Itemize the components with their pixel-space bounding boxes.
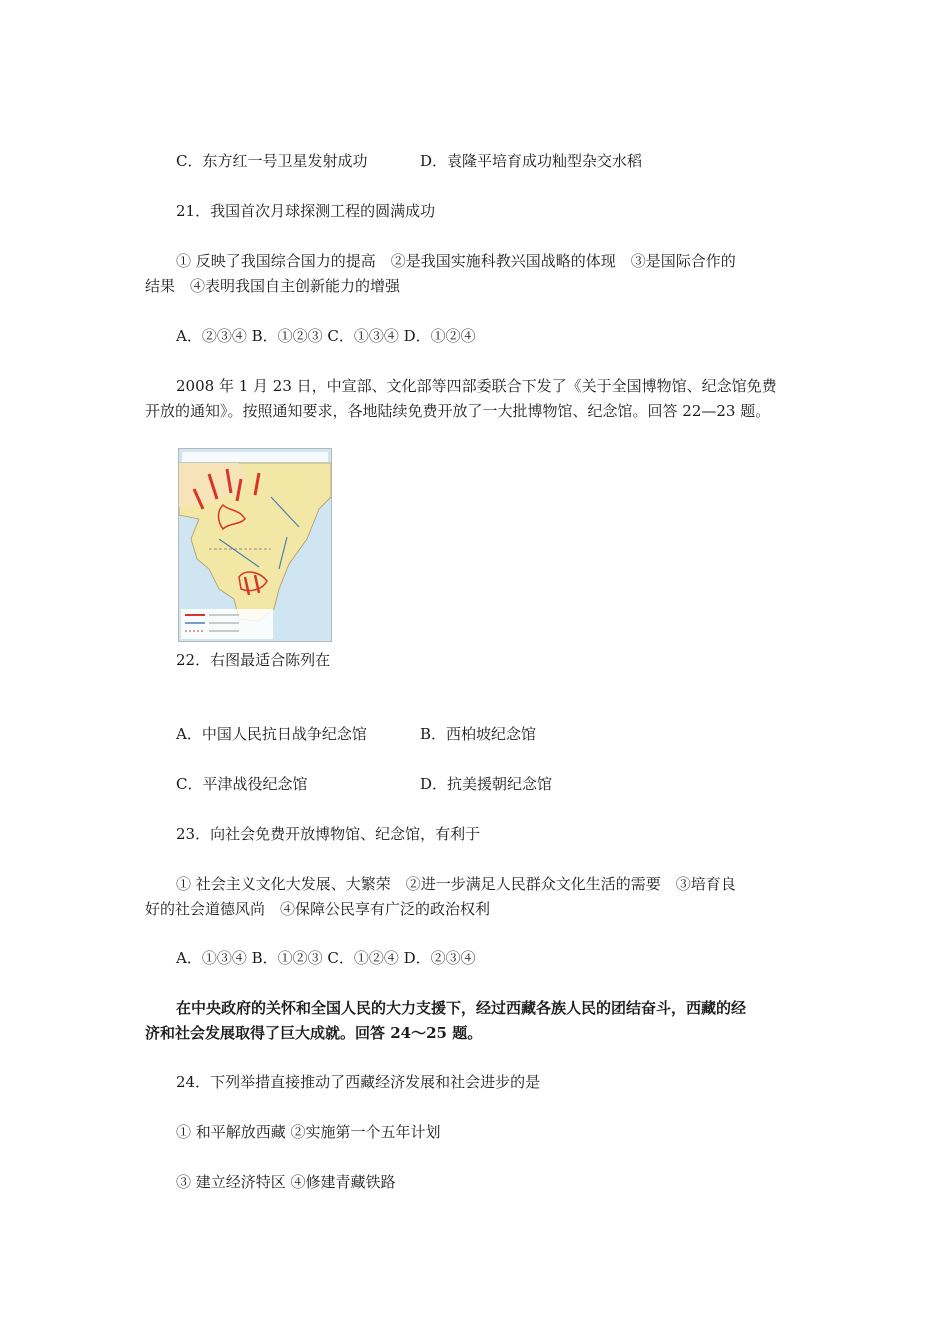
q23-stem: 23．向社会免费开放博物馆、纪念馆，有利于 — [176, 825, 481, 843]
q24-stem: 24．下列举措直接推动了西藏经济发展和社会进步的是 — [176, 1073, 541, 1091]
korean-war-map-image — [178, 448, 332, 642]
intro-24-25-line2: 济和社会发展取得了巨大成就。回答 24～25 题。 — [145, 1024, 483, 1042]
q22-stem: 22．右图最适合陈列在 — [176, 651, 331, 669]
map-drawing — [179, 449, 331, 641]
q21-statements-line1: ① 反映了我国综合国力的提高 ②是我国实施科教兴国战略的体现 ③是国际合作的 — [176, 252, 736, 270]
q22-option-b: B．西柏坡纪念馆 — [420, 725, 537, 743]
q23-statements-line2: 好的社会道德风尚 ④保障公民享有广泛的政治权利 — [145, 900, 491, 918]
q24-statements-line2: ③ 建立经济特区 ④修建青藏铁路 — [176, 1173, 396, 1191]
q20-option-d: D．袁隆平培育成功籼型杂交水稻 — [420, 152, 643, 170]
q21-statements-line2: 结果 ④表明我国自主创新能力的增强 — [145, 277, 401, 295]
q21-stem: 21．我国首次月球探测工程的圆满成功 — [176, 202, 436, 220]
q20-option-c: C．东方红一号卫星发射成功 — [176, 152, 368, 170]
q22-option-c: C．平津战役纪念馆 — [176, 775, 308, 793]
q23-statements-line1: ① 社会主义文化大发展、大繁荣 ②进一步满足人民群众文化生活的需要 ③培育良 — [176, 875, 736, 893]
q23-options: A．①③④ B．①②③ C．①②④ D．②③④ — [176, 949, 476, 967]
q22-option-a: A．中国人民抗日战争纪念馆 — [176, 725, 367, 743]
q22-option-d: D．抗美援朝纪念馆 — [420, 775, 553, 793]
q24-statements-line1: ① 和平解放西藏 ②实施第一个五年计划 — [176, 1123, 441, 1141]
intro-22-23-line1: 2008 年 1 月 23 日，中宣部、文化部等四部委联合下发了《关于全国博物馆、纪念馆免费 — [176, 377, 777, 395]
intro-22-23-line2: 开放的通知》。按照通知要求，各地陆续免费开放了一大批博物馆、纪念馆。回答 22—23 题。 — [145, 402, 771, 420]
intro-24-25-line1: 在中央政府的关怀和全国人民的大力支援下，经过西藏各族人民的团结奋斗，西藏的经 — [176, 999, 747, 1017]
q21-options: A．②③④ B．①②③ C．①③④ D．①②④ — [176, 327, 476, 345]
